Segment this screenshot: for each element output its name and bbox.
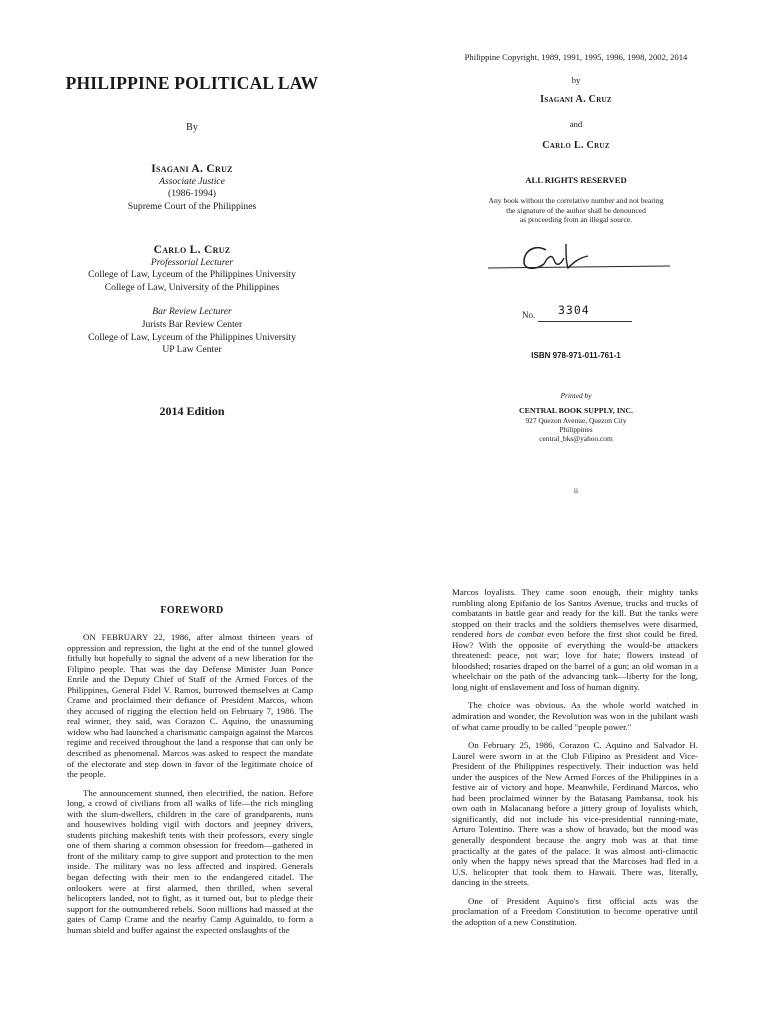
foreword-paragraph: ON FEBRUARY 22, 1986, after almost thirteen years of oppression and repression, the light at the end of the tunnel glowed fitfully but hopefully to signal the advent of a new liberation for the Filipino people. That was the day Defense Minister Juan Ponce Enrile and the Deputy Chief of Staff of the Armed Forces of the Philippines, General Fidel V. Ramos, burrowed themselves at Camp Crame and proclaimed their defiance of President Marcos, whom they accused of rigging the election held on February 7, 1986. The real winner, they said, was Corazon C. Aquino, the unassuming widow who had launched a charismatic campaign against the Marcos regime and received throughout the land a response that can only be described as phenomenal. Marcos was asked to respect the mandate of the electorate and step down in favor of the legitimate choice of the people. (67, 632, 313, 780)
number-label: No. (522, 310, 536, 320)
foreword-continuation-column (452, 587, 698, 927)
book-title: PHILIPPINE POLITICAL LAW (65, 73, 319, 93)
author1-name: Isagani A. Cruz (151, 163, 233, 175)
number-underline (538, 321, 632, 322)
author2-affiliation: UP Law Center (162, 344, 222, 356)
foreword-continuation-page (384, 560, 768, 1024)
foreword-paragraph: On February 25, 1986, Corazon C. Aquino and Salvador H. Laurel were sworn in at the Club Filipino as President and Vice-President of the Philippines respectively. Their induction was held under the auspices of the New Armed Forces of the Philippines in a festive air of victory and hope. Meanwhile, Ferdinand Marcos, who had been proclaimed winner by the Batasang Pambansa, took his own oath in Malacanang before a jittery group of loyalists which, significantly, did not include his vice-presidential running-mate, Arturo Tolentino. There was a show of bravado, but the mood was generally despondent because the angry mob was at that time practically at the gates of the palace. It was almost anti-climactic only when the happy news spread that the Marcoses had fled in a U.S. helicopter that took them to Hawaii. There was, literally, dancing in the streets. (452, 740, 698, 888)
foreword-text-column (67, 632, 313, 935)
author2-role-professorial: Professorial Lecturer (150, 256, 234, 268)
author1-block (0, 163, 384, 213)
foreword-paragraph (452, 587, 698, 692)
text-run: Marcos loyalists. They came soon enough, their mighty tanks rumbling along Epifanio de los Santos Avenue, trucks and trucks of combatants in battle gear and ready for the kill. But the tanks were stopped on their tracks and the soldiers themselves were disarmed, rendered (452, 587, 698, 640)
page-number: ii (573, 486, 579, 495)
notice-line: as proceeding from an illegal source. (519, 215, 633, 225)
notice-line: Any book without the correlative number and not bearing (488, 196, 664, 205)
copyright-author1: Isagani A. Cruz (540, 94, 612, 105)
publisher-country: Philippines (559, 424, 593, 434)
publisher-address: 927 Quezon Avenue, Quezon City (525, 415, 627, 425)
publisher-email: central_bks@yahoo.com (539, 434, 613, 444)
author2-affiliation: College of Law, Lyceum of the Philippines University (88, 331, 296, 343)
rights-reserved: ALL RIGHTS RESERVED (525, 175, 627, 185)
number-value: 3304 (558, 303, 590, 317)
by-label: By (186, 122, 198, 133)
copyright-line: Philippine Copyright, 1989, 1991, 1995, 1996, 1998, 2002, 2014 (464, 52, 688, 62)
copyright-by: by (571, 75, 581, 85)
italic-phrase: hors de combat (486, 629, 544, 640)
author2-name: Carlo L. Cruz (153, 244, 231, 256)
notice-line: the signature of the author shall be denounced (506, 205, 646, 215)
author2-block (0, 244, 384, 357)
text-run: even before the first shot could be fired. How? With the opposite of everything the would-be attackers threatened: peace, not war; love for hate; flowers instead of bloodshed; rosaries draped on the barrel of a gun; an old woman in a wheelchair on the path of the advancing tank—liberty for the long, long night of enslavement and loss of human dignity. (452, 629, 698, 692)
edition-label: 2014 Edition (159, 404, 225, 418)
printed-by: Printed by (560, 391, 592, 400)
foreword-paragraph: One of President Aquino's first official acts was the proclamation of a Freedom Constitution to become operative until the adoption of a new Constitution. (452, 895, 698, 927)
copyright-page (384, 0, 768, 560)
copyright-and: and (569, 119, 583, 129)
isbn: ISBN 978-971-011-761-1 (531, 351, 621, 360)
author2-affiliation: College of Law, Lyceum of the Philippines University (88, 269, 296, 281)
copyright-author2-row (384, 140, 768, 151)
authenticity-notice (384, 196, 768, 225)
author1-role: Associate Justice (159, 175, 225, 187)
author-signature (484, 236, 674, 278)
author2-affiliation: Jurists Bar Review Center (141, 318, 243, 330)
correlative-number (522, 302, 632, 322)
copyright-author1-row (384, 94, 768, 105)
author1-years: (1986-1994) (168, 188, 216, 200)
foreword-heading: FOREWORD (160, 605, 224, 616)
foreword-paragraph: The announcement stunned, then electrified, the nation. Before long, a crowd of civilians from all walks of life—the rich mingling with the slum-dwellers, children in the care of grandparents, nuns and housewives holding vigil with doctors and jeepney drivers, students pitching makeshift tents with their professors, every single one of them sharing a common obsession for freedom—gathered in front of the military camp to give support and protection to the men inside. The military was no less affected and inspired. Generals began defecting with their men to the endangered citadel. The onlookers were at first alarmed, then thrilled, when several helicopters landed, not to fight, as it turned out, but to pledge their support for the outnumbered rebels. Soon millions had massed at the gates of Camp Crame and the nearby Camp Aguinaldo, to form a human shield and buffer against the expected onslaughts of the (67, 787, 313, 935)
foreword-paragraph: The choice was obvious. As the whole world watched in admiration and wonder, the Revolution was won in the jubilant wash of what came proudly to be called "people power." (452, 700, 698, 732)
author1-court: Supreme Court of the Philippines (127, 200, 257, 212)
publisher-block (384, 391, 768, 443)
title-page (0, 0, 384, 560)
foreword-page (0, 560, 384, 1024)
author2-role-bar-review: Bar Review Lecturer (152, 306, 232, 318)
copyright-author2: Carlo L. Cruz (542, 140, 610, 151)
publisher-name: CENTRAL BOOK SUPPLY, INC. (518, 406, 634, 416)
author2-affiliation: College of Law, University of the Philippines (104, 281, 280, 293)
